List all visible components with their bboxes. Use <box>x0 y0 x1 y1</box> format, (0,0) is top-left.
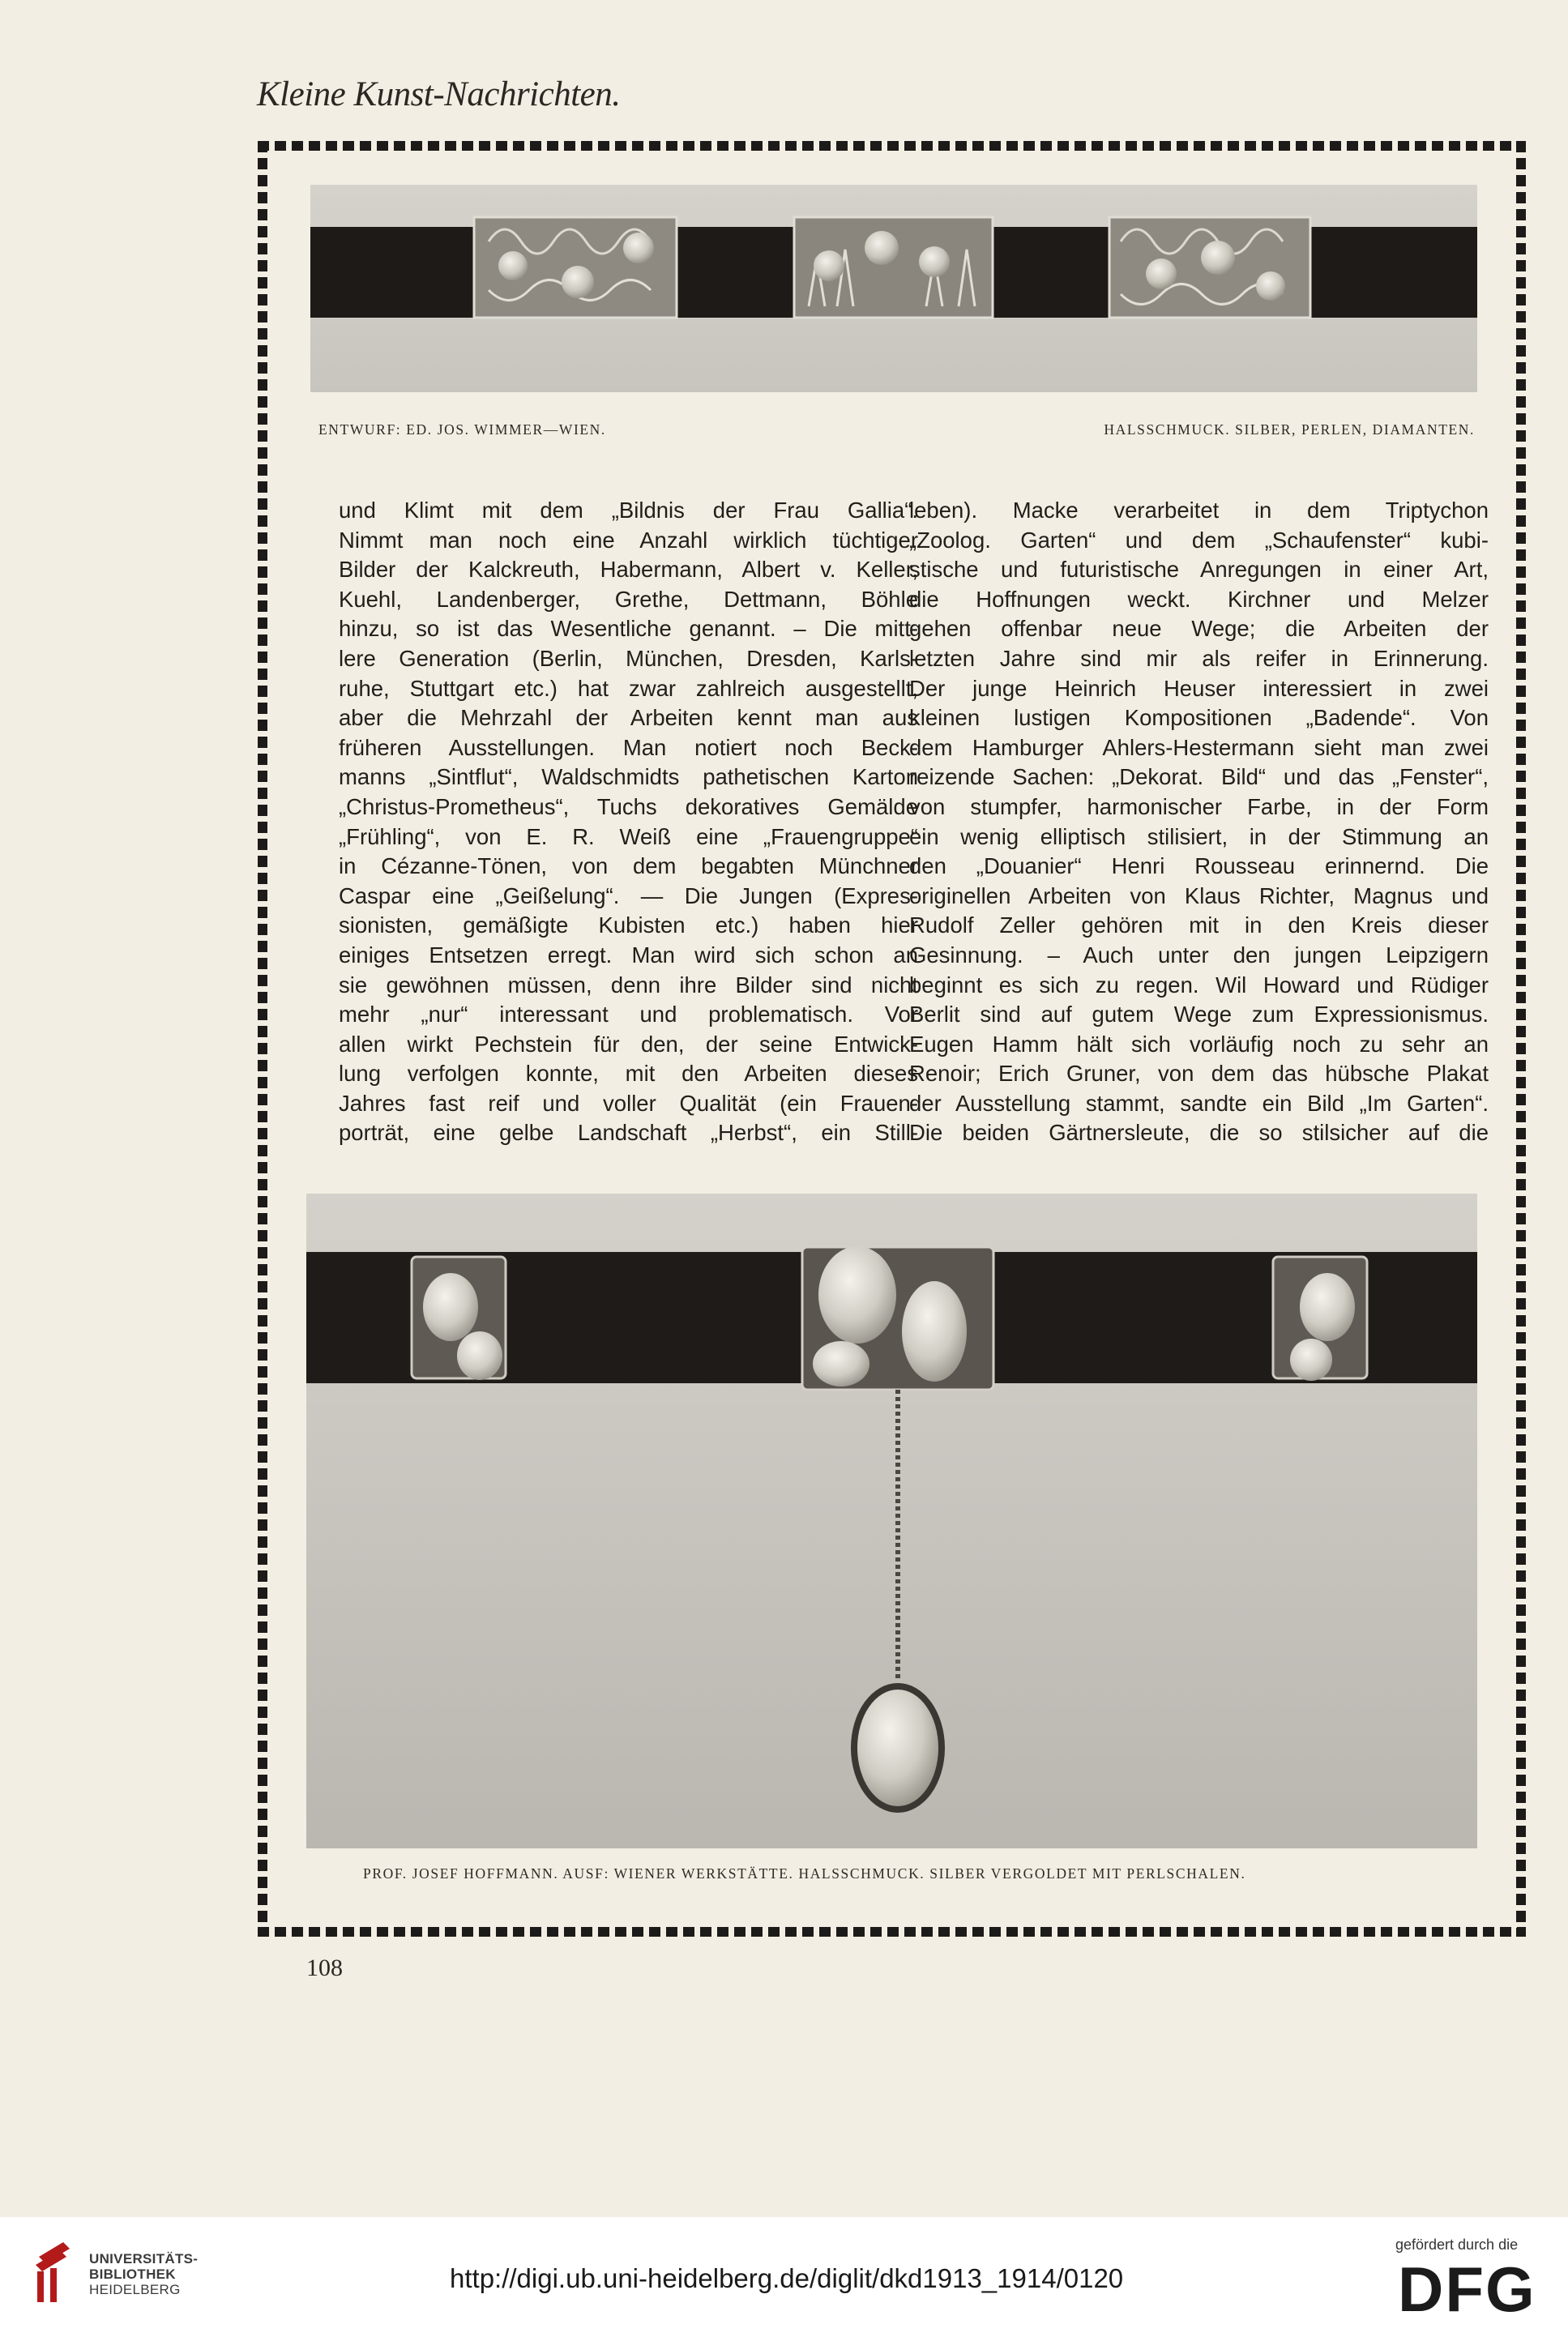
text-line: Kuehl, Landenberger, Grethe, Dettmann, Böhle <box>339 586 918 612</box>
text-column-left <box>339 496 918 1148</box>
text-line: Gesinnung. – Auch unter den jungen Leipzigern <box>909 942 1489 968</box>
frame-border-top <box>258 141 1526 151</box>
text-line: porträt, eine gelbe Landschaft „Herbst“, ein Still- <box>339 1120 918 1146</box>
text-line: leben). Macke verarbeitet in dem Triptychon <box>909 498 1489 523</box>
photo2-caption: PROF. JOSEF HOFFMANN. AUSF: WIENER WERKSTÄTTE. HALSSCHMUCK. SILBER VERGOLDET MIT PERLSCHALEN. <box>363 1865 1246 1882</box>
frame-border-left <box>258 141 267 1937</box>
library-line: UNIVERSITÄTS- <box>89 2251 199 2267</box>
text-line: kleinen lustigen Kompositionen „Badende“. Von <box>909 705 1489 731</box>
frame-border-bottom <box>258 1927 1526 1937</box>
permalink[interactable]: http://digi.ub.uni-heidelberg.de/diglit/dkd1913_1914/0120 <box>450 2263 1124 2293</box>
text-line: sionisten, gemäßigte Kubisten etc.) haben hier <box>339 912 918 938</box>
text-line: lung verfolgen konnte, mit den Arbeiten dieses <box>339 1061 918 1087</box>
running-head: Kleine Kunst-Nachrichten. <box>257 75 621 113</box>
frame-border-right <box>1516 141 1526 1937</box>
text-line: Eugen Hamm hält sich vorläufig noch zu sehr an <box>909 1031 1489 1057</box>
text-line: Der junge Heinrich Heuser interessiert in zwei <box>909 675 1489 701</box>
necklace-illustration-2 <box>306 1194 1477 1848</box>
pendant <box>851 1683 945 1813</box>
text-line: hinzu, so ist das Wesentliche genannt. – Die mitt- <box>339 616 918 642</box>
university-library-logo-icon <box>31 2241 76 2305</box>
text-line: Die beiden Gärtnersleute, die so stilsicher auf die <box>909 1120 1489 1146</box>
necklace-illustration-1 <box>310 185 1477 392</box>
dfg-logo: DFG <box>1398 2254 1536 2325</box>
text-line: stische und futuristische Anregungen in einer Art, <box>909 557 1489 583</box>
text-line: reizende Sachen: „Dekorat. Bild“ und das „Fenster“, <box>909 764 1489 790</box>
text-line: ein wenig elliptisch stilisiert, in der Stimmung an <box>909 823 1489 849</box>
text-line: einiges Entsetzen erregt. Man wird sich schon an <box>339 942 918 968</box>
side-plaque-left <box>412 1257 506 1380</box>
text-line: manns „Sintflut“, Waldschmidts pathetischen Karton <box>339 764 918 790</box>
text-line: „Zoolog. Garten“ und dem „Schaufenster“ kubi- <box>909 527 1489 553</box>
text-line: Rudolf Zeller gehören mit in den Kreis dieser <box>909 912 1489 938</box>
text-line: dem Hamburger Ahlers-Hestermann sieht man zwei <box>909 734 1489 760</box>
side-plaque-right <box>1273 1257 1367 1381</box>
photo1-caption-right: HALSSCHMUCK. SILBER, PERLEN, DIAMANTEN. <box>1104 421 1475 438</box>
text-line: Jahres fast reif und voller Qualität (ein Frauen- <box>339 1090 918 1116</box>
plaque-3 <box>1109 217 1310 318</box>
text-line: in Cézanne-Tönen, von dem begabten Münchner <box>339 853 918 879</box>
text-line: und Klimt mit dem „Bildnis der Frau Gallia“. <box>339 498 918 523</box>
text-line: lere Generation (Berlin, München, Dresden, Karls- <box>339 645 918 671</box>
plaque-2 <box>794 217 993 318</box>
text-line: aber die Mehrzahl der Arbeiten kennt man aus <box>339 705 918 731</box>
page-number: 108 <box>306 1955 343 1981</box>
text-line: gehen offenbar neue Wege; die Arbeiten der <box>909 616 1489 642</box>
university-library-name <box>89 2251 198 2297</box>
text-line: sie gewöhnen müssen, denn ihre Bilder sind nicht <box>339 972 918 998</box>
library-line: BIBLIOTHEK <box>89 2267 176 2282</box>
text-line: mehr „nur“ interessant und problematisch. Vor <box>339 1002 918 1028</box>
text-line: letzten Jahre sind mir als reifer in Erinnerung. <box>909 645 1489 671</box>
text-line: von stumpfer, harmonischer Farbe, in der Form <box>909 793 1489 819</box>
center-plaque <box>802 1246 993 1390</box>
text-line: ruhe, Stuttgart etc.) hat zwar zahlreich ausgestellt, <box>339 675 918 701</box>
photo-wimmer-necklace <box>310 185 1477 392</box>
text-line: Berlit sind auf gutem Wege zum Expressionismus. <box>909 1002 1489 1028</box>
text-line: die Hoffnungen weckt. Kirchner und Melzer <box>909 586 1489 612</box>
plaque-1 <box>474 217 677 318</box>
text-line: allen wirkt Pechstein für den, der seine Entwick- <box>339 1031 918 1057</box>
photo1-caption-left: ENTWURF: ED. JOS. WIMMER—WIEN. <box>318 421 606 438</box>
text-line: „Frühling“, von E. R. Weiß eine „Frauengruppe“ <box>339 823 918 849</box>
text-line: den „Douanier“ Henri Rousseau erinnernd. Die <box>909 853 1489 879</box>
text-line: originellen Arbeiten von Klaus Richter, Magnus und <box>909 882 1489 908</box>
funding-note: gefördert durch die <box>1395 2237 1519 2253</box>
text-line: Renoir; Erich Gruner, von dem das hübsche Plakat <box>909 1061 1489 1087</box>
text-line: „Christus-Prometheus“, Tuchs dekoratives Gemälde <box>339 793 918 819</box>
text-line: Nimmt man noch eine Anzahl wirklich tüchtiger <box>339 527 918 553</box>
library-line: HEIDELBERG <box>89 2282 181 2297</box>
text-column-right <box>909 496 1489 1148</box>
photo-hoffmann-necklace <box>306 1194 1477 1848</box>
text-line: der Ausstellung stammt, sandte ein Bild „Im Garten“. <box>909 1090 1489 1116</box>
text-line: beginnt es sich zu regen. Wil Howard und Rüdiger <box>909 972 1489 998</box>
text-line: Caspar eine „Geißelung“. — Die Jungen (Expres- <box>339 882 918 908</box>
text-line: früheren Ausstellungen. Man notiert noch Beck- <box>339 734 918 760</box>
text-line: Bilder der Kalckreuth, Habermann, Albert v. Keller, <box>339 557 918 583</box>
